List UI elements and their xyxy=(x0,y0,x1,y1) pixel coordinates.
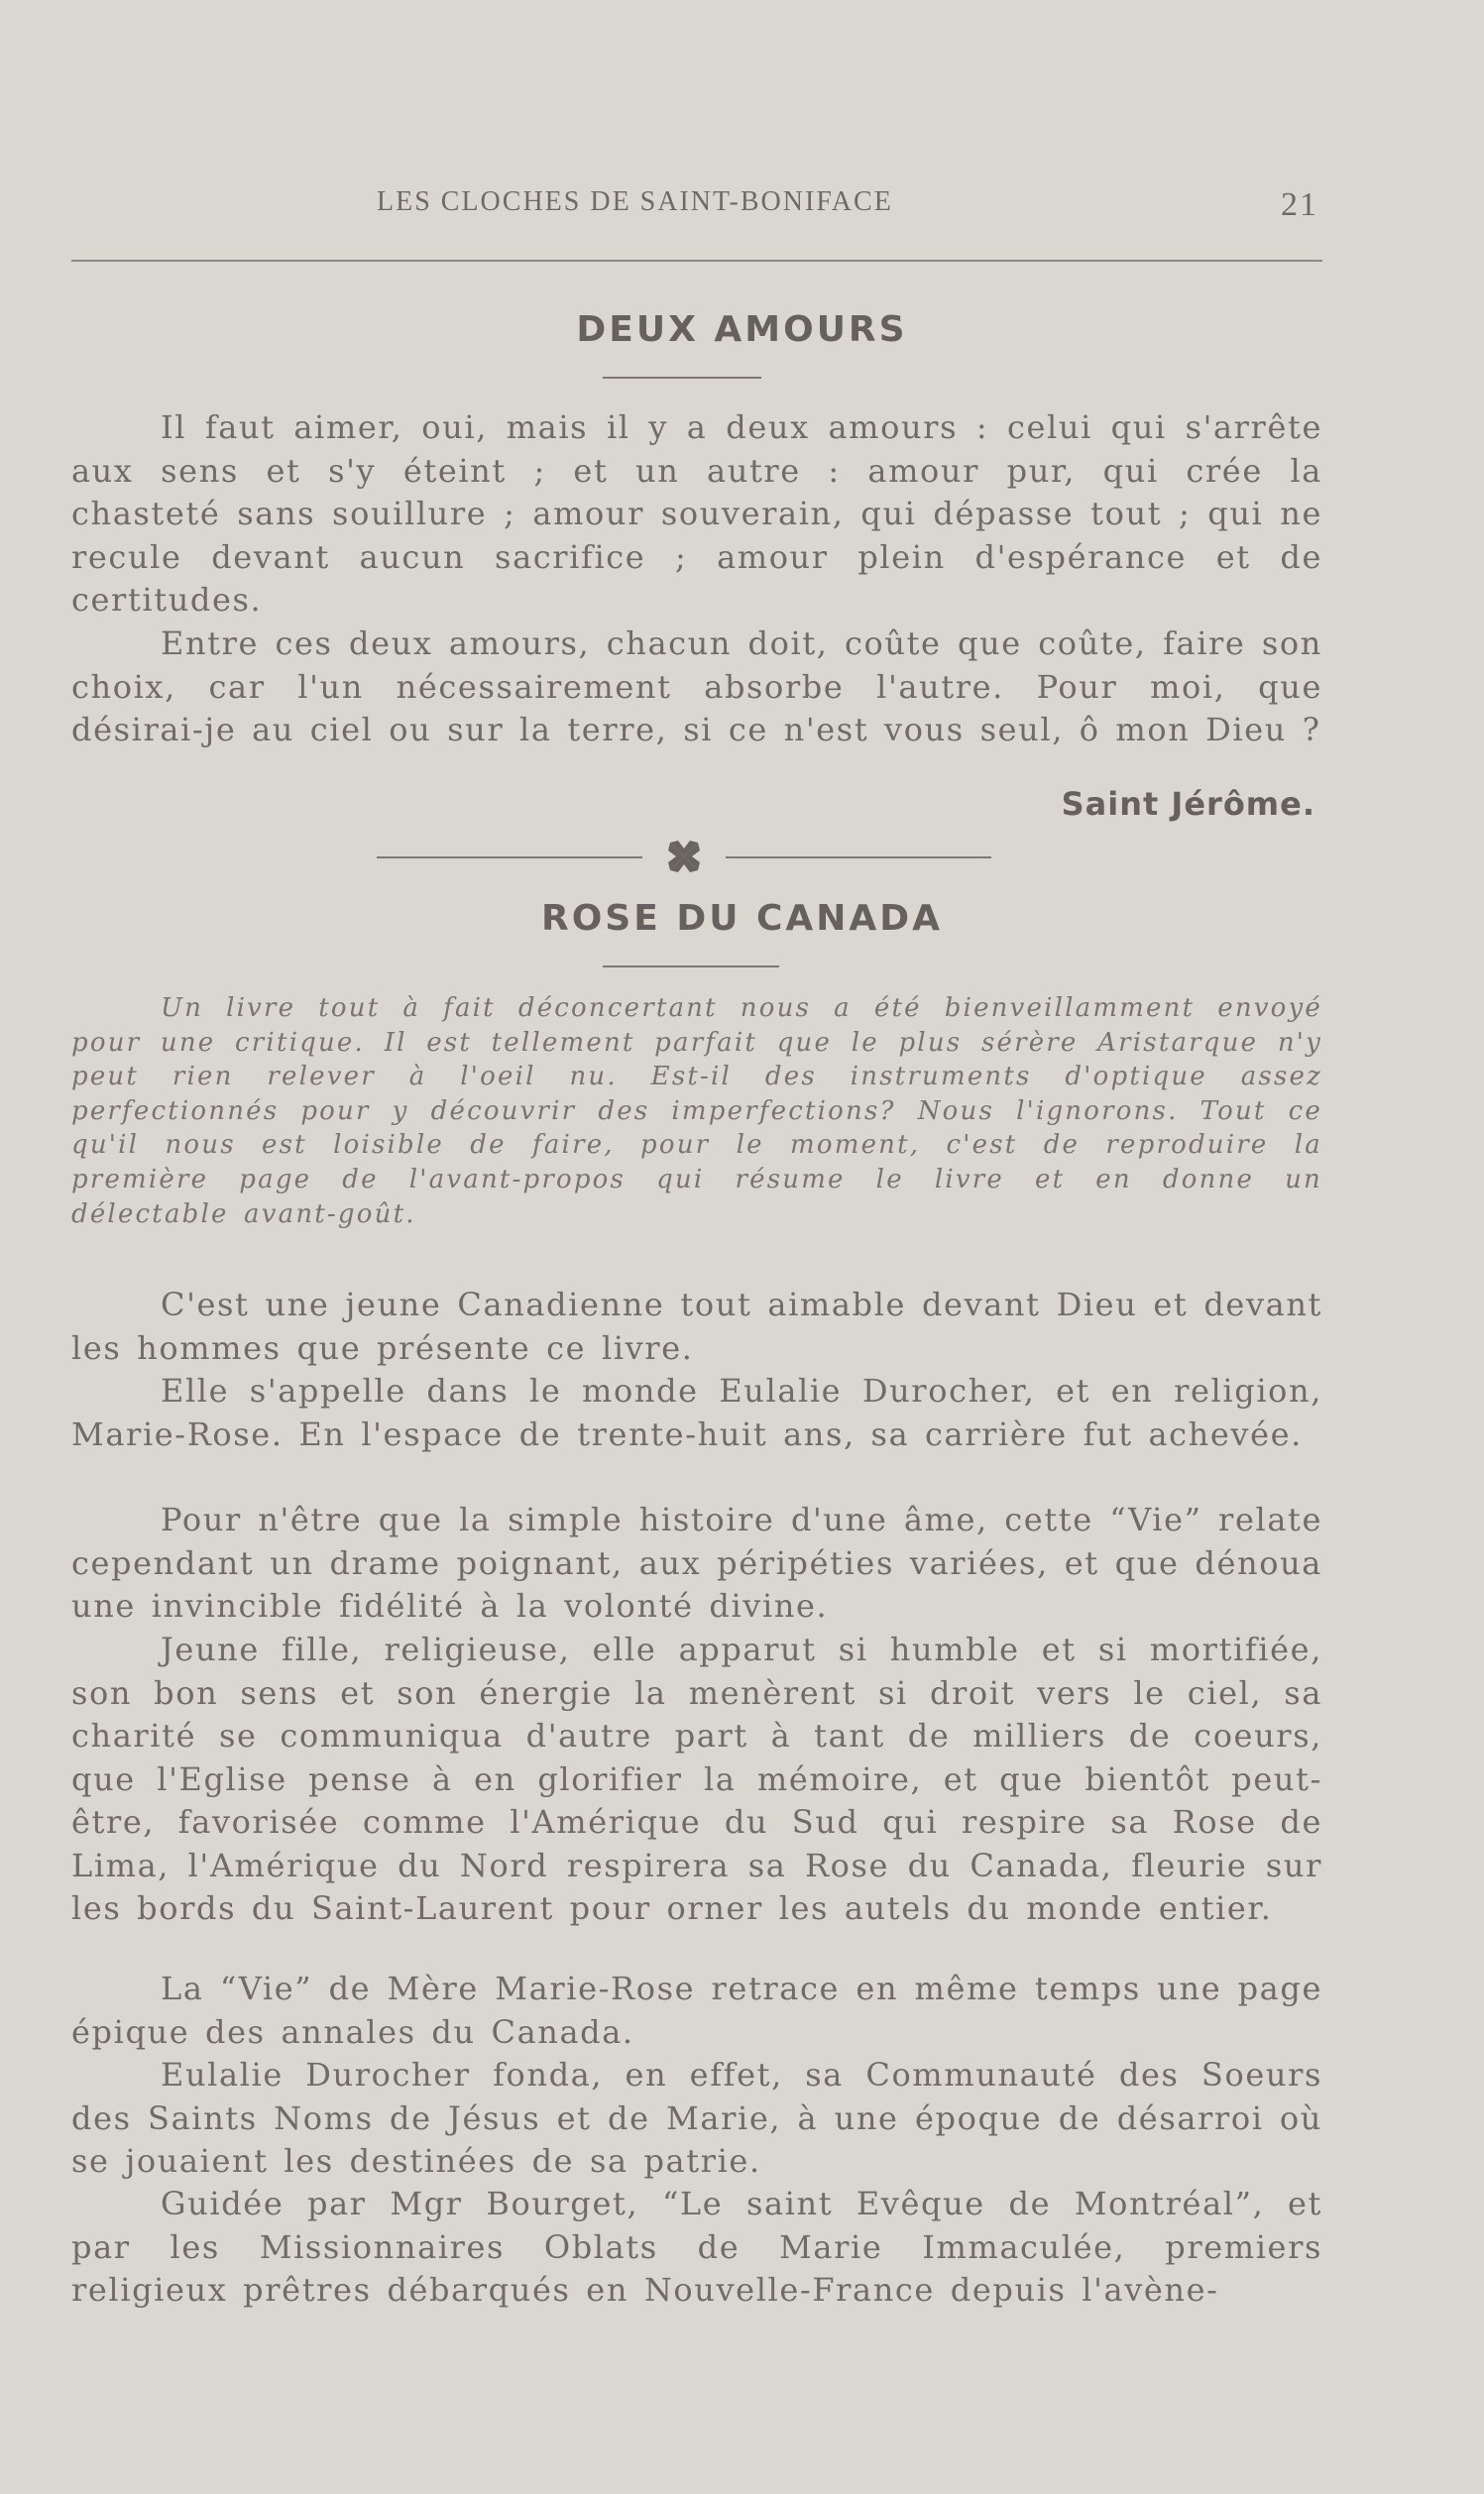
separator-line xyxy=(726,856,991,858)
title-underline xyxy=(603,965,779,967)
paragraph: C'est une jeune Canadienne tout aimable devant Dieu et devant les hommes que présente ce livre. xyxy=(71,1286,1322,1367)
section-title-rose-du-canada: ROSE DU CANADA xyxy=(540,898,944,939)
paragraph: Il faut aimer, oui, mais il y a deux amours : celui qui s'arrête aux sens et s'y éteint ; et un autre : amour pur, qui crée la chasteté sans souillure ; amour souverain, qui dépasse tout ; qui ne recule devant aucun sacrifice ; amour plein d'espérance et de certitudes. xyxy=(71,408,1322,619)
title-underline xyxy=(603,377,761,379)
signature: Saint Jérôme. xyxy=(1061,785,1315,823)
section-title-deux-amours: DEUX AMOURS xyxy=(576,309,908,350)
page-number: 21 xyxy=(1281,186,1318,223)
paragraph: Guidée par Mgr Bourget, “Le saint Evêque de Montréal”, et par les Missionnaires Oblats de Marie Immaculée, premiers religieux prêtres débarqués en Nouvelle-France depuis l'avène- xyxy=(71,2185,1322,2309)
separator-line xyxy=(377,856,642,858)
section-separator xyxy=(377,833,991,882)
running-title: LES CLOCHES DE SAINT-BONIFACE xyxy=(377,186,893,217)
running-header xyxy=(71,186,1322,226)
italic-introduction: Un livre tout à fait déconcertant nous a été bienveillamment envoyé pour une critique. Il est tellement parfait que le plus sérère Aristarque n'y peut rien relever à l'oeil nu. Est-il des instruments d'optique assez perfectionnés pour y découvrir des imperfections? Nous l'ignorons. Tout ce qu'il nous est loisible de faire, pour le moment, c'est de reproduire la première page de l'avant-propos qui résume le livre et en donne un délectable avant-goût. xyxy=(71,993,1322,1229)
maltese-cross-icon xyxy=(664,837,704,876)
paragraph: Entre ces deux amours, chacun doit, coûte que coûte, faire son choix, car l'un nécessairement absorbe l'autre. Pour moi, que désirai-je au ciel ou sur la terre, si ce n'est vous seul, ô mon Dieu ? xyxy=(71,624,1322,748)
paragraph: Eulalie Durocher fonda, en effet, sa Communauté des Soeurs des Saints Noms de Jésus et de Marie, à une époque de désarroi où se jouaient les destinées de sa patrie. xyxy=(71,2056,1322,2180)
paragraph: Elle s'appelle dans le monde Eulalie Durocher, et en religion, Marie-Rose. En l'espace de trente-huit ans, sa carrière fut achevée. xyxy=(71,1372,1322,1453)
paragraph: La “Vie” de Mère Marie-Rose retrace en même temps une page épique des annales du Canada. xyxy=(71,1970,1322,2051)
paragraph: Pour n'être que la simple histoire d'une âme, cette “Vie” relate cependant un drame poignant, aux péripéties variées, et que dénoua une invincible fidélité à la volonté divine. xyxy=(71,1501,1322,1625)
paragraph: Jeune fille, religieuse, elle apparut si humble et si mortifiée, son bon sens et son énergie la menèrent si droit vers le ciel, sa charité se communiqua d'autre part à tant de milliers de coeurs, que l'Eglise pense à en glorifier la mémoire, et que bientôt peut-être, favorisée comme l'Amérique du Sud qui respire sa Rose de Lima, l'Amérique du Nord respirera sa Rose du Canada, fleurie sur les bords du Saint-Laurent pour orner les autels du monde entier. xyxy=(71,1631,1322,1927)
header-rule xyxy=(71,260,1322,262)
